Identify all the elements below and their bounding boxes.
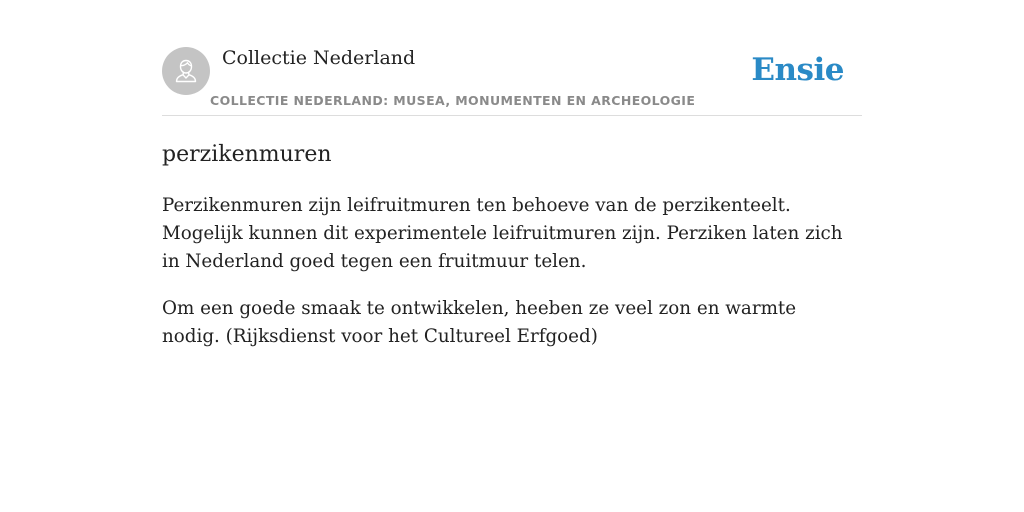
entry-header bbox=[162, 0, 862, 116]
entry-card bbox=[162, 0, 862, 512]
author-name-link[interactable]: Collectie Nederland bbox=[222, 47, 416, 69]
author-avatar[interactable] bbox=[162, 47, 210, 95]
entry-body bbox=[162, 192, 852, 370]
entry-paragraph: Om een goede smaak te ontwikkelen, heeben ze veel zon en warmte nodig. (Rijksdienst voor het Cultureel Erfgoed) bbox=[162, 298, 797, 347]
entry-title: perzikenmuren bbox=[162, 142, 332, 167]
author-subtitle-link[interactable]: COLLECTIE NEDERLAND: MUSEA, MONUMENTEN EN ARCHEOLOGIE bbox=[210, 93, 696, 108]
entry-paragraph: Perzikenmuren zijn leifruitmuren ten behoeve van de perzikenteelt. Mogelijk kunnen dit experimentele leifruitmuren zijn. Perziken laten zich in Nederland goed tegen een fruitmuur telen. bbox=[162, 195, 843, 272]
user-silhouette-icon bbox=[171, 56, 201, 86]
ensie-logo[interactable]: Ensie bbox=[751, 52, 844, 88]
